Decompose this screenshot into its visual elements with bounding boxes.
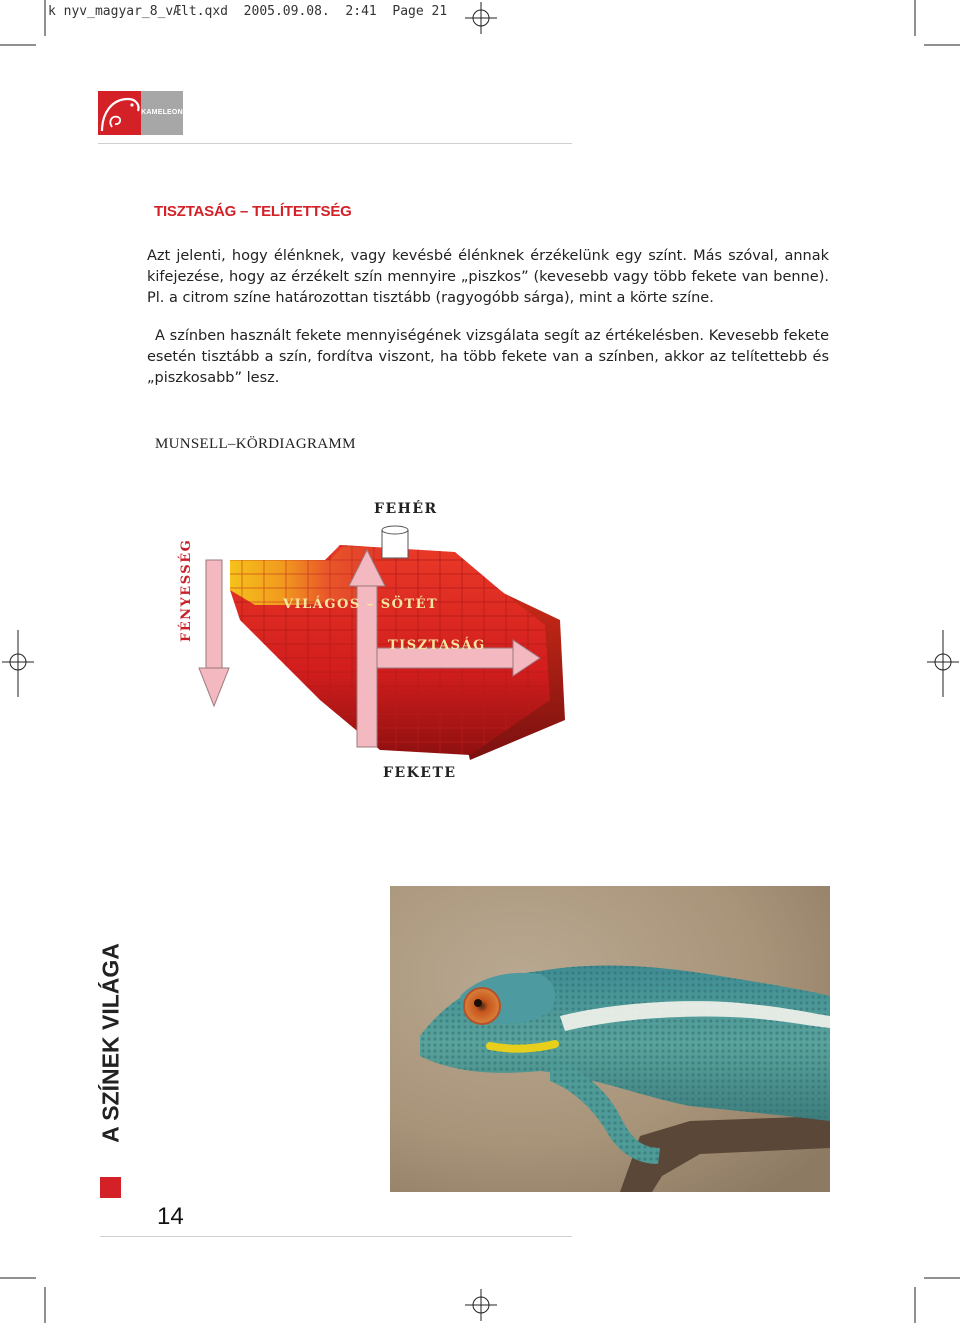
diagram-top-label: FEHÉR [374, 501, 438, 517]
file-slug-line: k nyv_magyar_8_vÆlt.qxd 2005.09.08. 2:41 Page 21 [48, 4, 448, 19]
diagram-title: MUNSELL–KÖRDIAGRAMM [155, 436, 356, 452]
registration-mark-right [927, 630, 959, 697]
header-rule [98, 143, 572, 144]
registration-mark-left [2, 630, 34, 697]
running-title-text: A SZÍNEK VILÁGA [97, 942, 124, 1143]
diagram-light-dark-label: VILÁGOS – SÖTÉT [283, 597, 439, 612]
paragraph-definition: Azt jelenti, hogy élénknek, vagy kevésbé élénknek érzékelünk egy színt. Más szóval, annak kifejezése, hogy az érzékelt szín mennyire „piszkos” (kevesebb vagy több fekete van benne). Pl. a citrom színe határozottan tisztább (ragyogóbb sárga), mint a körte színe. [147, 248, 829, 306]
diagram-side-label: FÉNYESSÉG [179, 538, 194, 642]
footer-rule [100, 1236, 572, 1237]
section-title: TISZTASÁG – TELÍTETTSÉG [154, 203, 352, 220]
kameleon-logo [98, 91, 183, 135]
munsell-diagram [170, 490, 590, 790]
diagram-bottom-label: FEKETE [383, 765, 457, 781]
page-marker-square [100, 1177, 121, 1198]
page-number: 14 [157, 1203, 184, 1230]
registration-mark-top [465, 2, 497, 34]
chameleon-swirl-icon [98, 91, 141, 135]
paragraph-black-amount: A színben használt fekete mennyiségének vizsgálata segít az értékelésben. Kevesebb fekete esetén tisztább a szín, fordítva viszont, ha több fekete van a színben, akkor az telítettebb és „piszkosabb” lesz. [147, 328, 829, 386]
crop-mark-bottom-right [915, 1278, 960, 1323]
logo-brand-text: KAMELEON [141, 91, 183, 135]
running-title-vertical [96, 940, 126, 1145]
chameleon-photo [390, 886, 830, 1192]
crop-mark-bottom-left [0, 1278, 45, 1323]
crop-mark-top-left [0, 0, 45, 45]
registration-mark-bottom [465, 1289, 497, 1321]
diagram-purity-label: TISZTASÁG [388, 638, 486, 653]
crop-mark-top-right [915, 0, 960, 45]
lightness-arrow [199, 560, 229, 706]
